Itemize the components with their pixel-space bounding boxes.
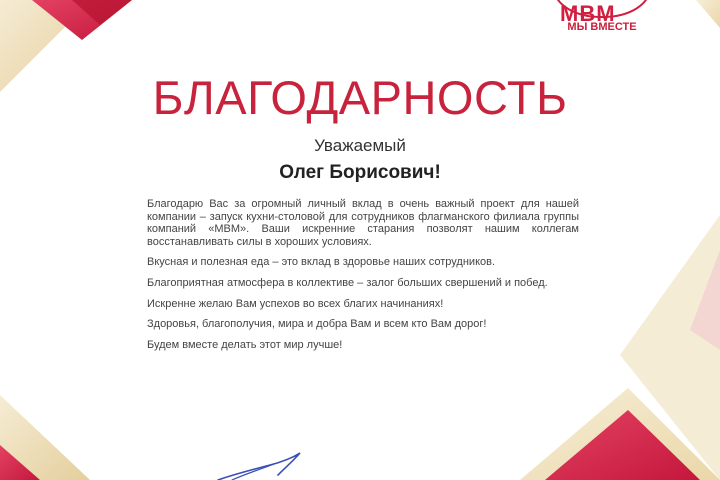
paragraph: Будем вместе делать этот мир лучше! [147,338,343,351]
signature-stroke [232,456,296,480]
paragraph: Благоприятная атмосфера в коллективе – залог больших свершений и побед. [147,276,548,289]
logo-text: МВМ [560,1,616,26]
recipient-name: Олег Борисович! [279,162,441,183]
letter-body [147,198,579,359]
paragraph: Здоровья, благополучия, мира и добра Вам и всем кто Вам дорог! [147,318,487,331]
signature [218,453,300,480]
logo-tagline: МЫ ВМЕСТЕ [567,21,637,33]
salutation: Уважаемый [314,136,406,155]
paragraph: Вкусная и полезная еда – это вклад в здоровье наших сотрудников. [147,256,496,269]
paragraph: Благодарю Вас за огромный личный вклад в очень важный проект для нашей компании – запуск кухни-столовой для сотрудников флагманского филиала группы компаний «МВМ». Ваши искренние старания позволят нашим коллегам восстанавливать силы в хороших условиях. [147,198,579,248]
paragraph: Искренне желаю Вам успехов во всех благих начинаниях! [147,297,444,310]
corner-gold-top-right [696,0,720,28]
document-title: БЛАГОДАРНОСТЬ [152,71,568,124]
